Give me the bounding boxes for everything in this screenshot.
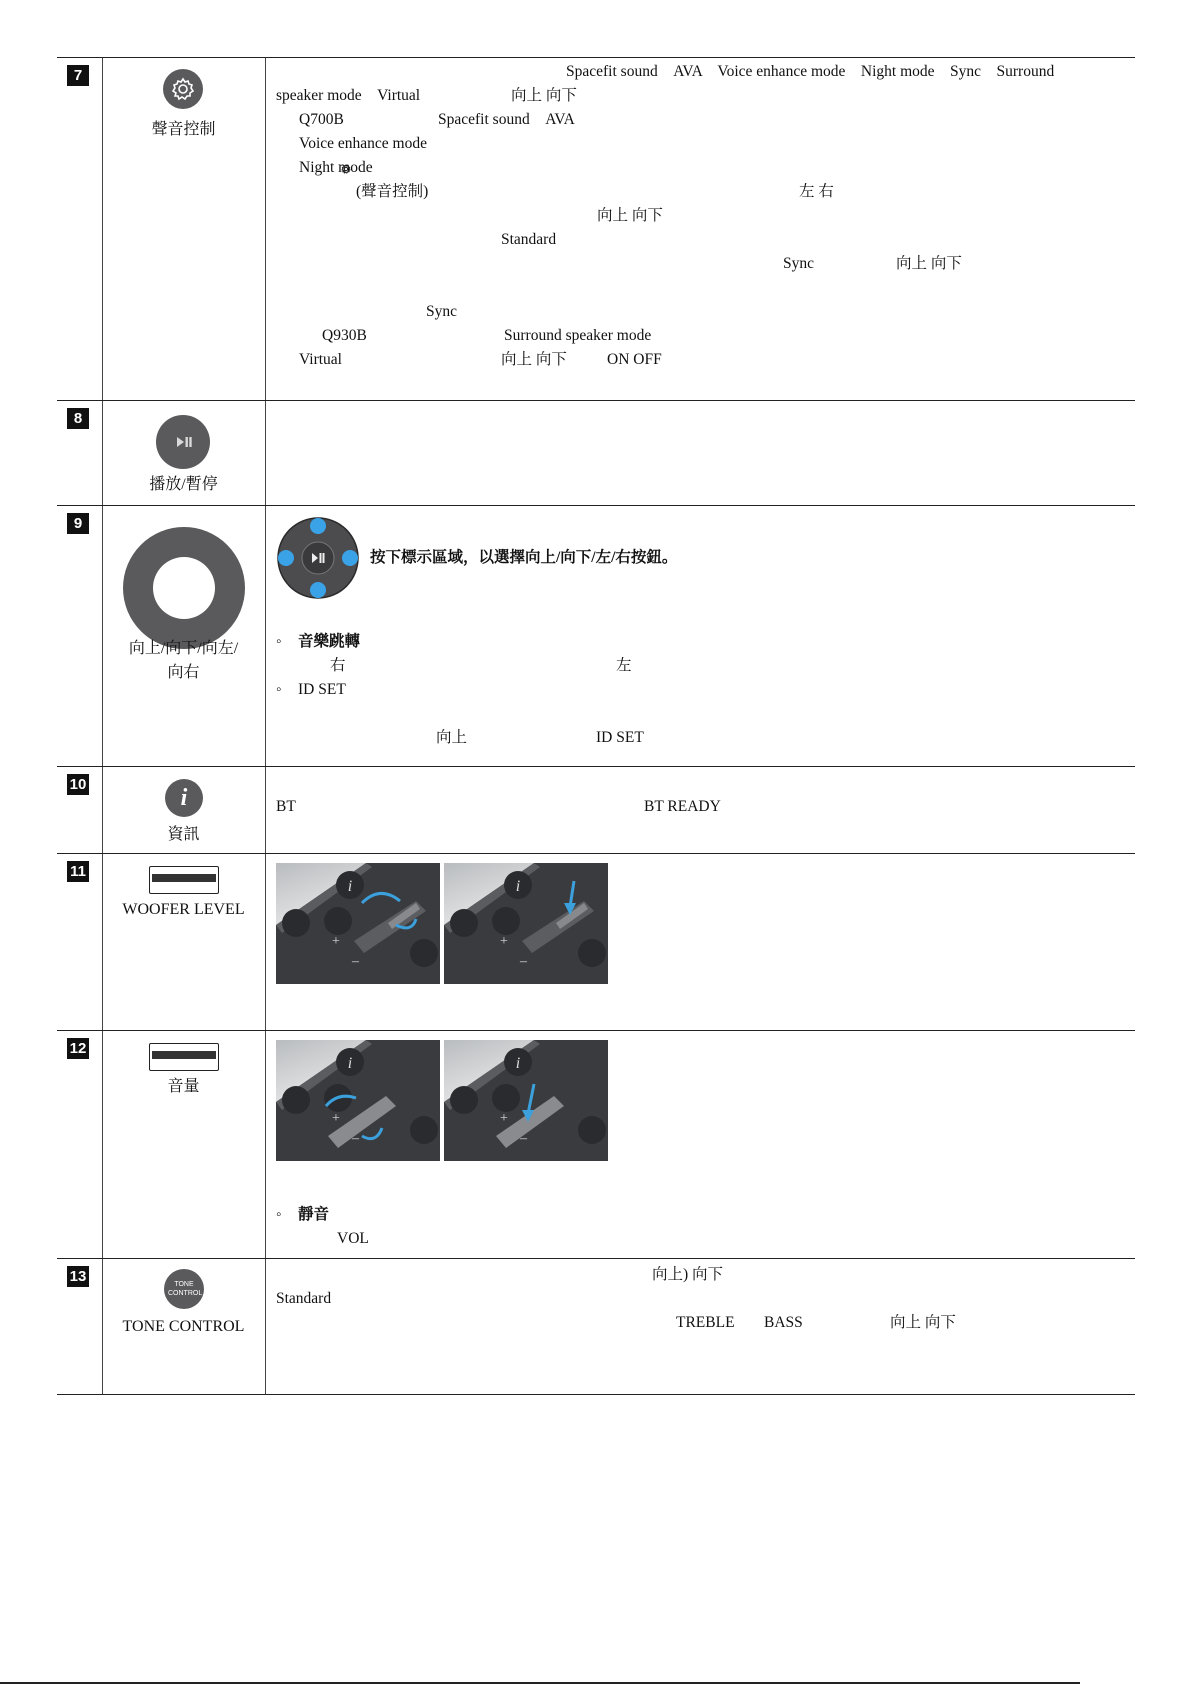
text-line: 向上) 向下 [652,1266,724,1283]
row-label: 播放/暫停 [149,476,218,493]
bullet: ◦ [276,633,282,650]
text-line: Virtual [299,351,342,368]
row-label: 聲音控制 [151,121,216,138]
row-number: 11 [67,861,89,882]
text-line: ON OFF [607,351,662,368]
text-line: 右 [330,657,346,674]
text-line: 向上 向下 [597,207,663,224]
row-label: 向右 [167,664,200,681]
row-play-pause [57,401,1135,506]
text-line: Night mode [299,159,373,176]
text-line: BT [276,798,296,815]
text-line: 向上 向下 [890,1314,956,1331]
text-line: Spacefit sound AVA Voice enhance mode Night mode Sync Surround [566,63,1055,80]
gear-icon [338,161,354,182]
text-line: Spacefit sound AVA [438,111,575,128]
row-info [57,767,1135,854]
text-line: Surround speaker mode [504,327,652,344]
tone-control-icon-text: TONE CONTROL [168,1281,203,1297]
play-pause-icon [156,415,210,469]
text-line: TREBLE [676,1314,735,1331]
text-line: ID SET [596,729,644,746]
rocker-switch-icon [149,1043,219,1071]
row-sound-control [57,58,1135,401]
tone-control-icon [164,1269,204,1309]
row-number: 10 [67,774,89,795]
svg-text:+: + [332,934,340,949]
svg-text:–: – [520,1131,527,1146]
remote-volume-press-photo [444,1040,608,1161]
svg-text:–: – [352,1131,359,1146]
text-line: 向上 向下 [511,87,577,104]
text-line: Sync [426,303,457,320]
svg-text:i: i [515,1055,521,1072]
row-number: 8 [67,408,89,429]
text-line: 向上 [436,729,468,746]
svg-text:i: i [347,1055,353,1072]
row-navigation [57,506,1135,767]
bullet: ◦ [276,681,282,698]
bullet-title: 音樂跳轉 [298,633,361,650]
rocker-switch-icon [149,866,219,894]
text-line: Standard [276,1290,332,1307]
svg-text:i: i [515,878,521,895]
row-number: 13 [67,1266,89,1287]
row-volume [57,1031,1135,1259]
row-number: 12 [67,1038,89,1059]
gear-icon [163,69,203,109]
text-line: Standard [501,231,557,248]
remote-woofer-rocker-photo [276,863,440,984]
row-tone-control [57,1259,1135,1395]
bullet-title: 靜音 [298,1206,330,1223]
text-line: Voice enhance mode [299,135,427,152]
row-woofer-level [57,854,1135,1031]
svg-text:+: + [332,1111,340,1126]
svg-text:–: – [520,954,527,969]
footer-rule [0,1682,1080,1684]
row-label: 向上/向下/向左/ [128,640,239,657]
bullet-title: ID SET [298,681,346,698]
row-label: WOOFER LEVEL [122,901,245,918]
instruction-text: 按下標示區域，以選擇向上/向下/左/右按鈕。 [370,549,678,566]
text-line: VOL [337,1230,369,1247]
text-line: BASS [764,1314,803,1331]
remote-woofer-press-photo [444,863,608,984]
navigation-ring-icon [123,527,245,649]
svg-text:–: – [352,954,359,969]
svg-text:+: + [500,934,508,949]
text-line: 左 右 [799,183,834,200]
text-line: (聲音控制) [356,183,429,200]
row-label: 資訊 [167,826,200,843]
row-label: 音量 [167,1078,200,1095]
svg-text:i: i [347,878,353,895]
text-line: 向上 向下 [896,255,962,272]
row-number: 7 [67,65,89,86]
bullet: ◦ [276,1206,282,1223]
text-line: speaker mode Virtual [276,87,421,104]
row-number: 9 [67,513,89,534]
text-line: Sync [783,255,814,272]
remote-volume-rocker-photo [276,1040,440,1161]
text-line: Q930B [322,327,367,344]
text-line: 向上 向下 [501,351,567,368]
text-line: BT READY [644,798,721,815]
svg-text:+: + [500,1111,508,1126]
function-table [57,57,1135,1395]
text-line: Q700B [299,111,344,128]
row-label: TONE CONTROL [122,1318,245,1335]
info-icon: i [165,779,203,817]
text-line: 左 [616,657,632,674]
navigation-pad-icon [276,516,360,600]
